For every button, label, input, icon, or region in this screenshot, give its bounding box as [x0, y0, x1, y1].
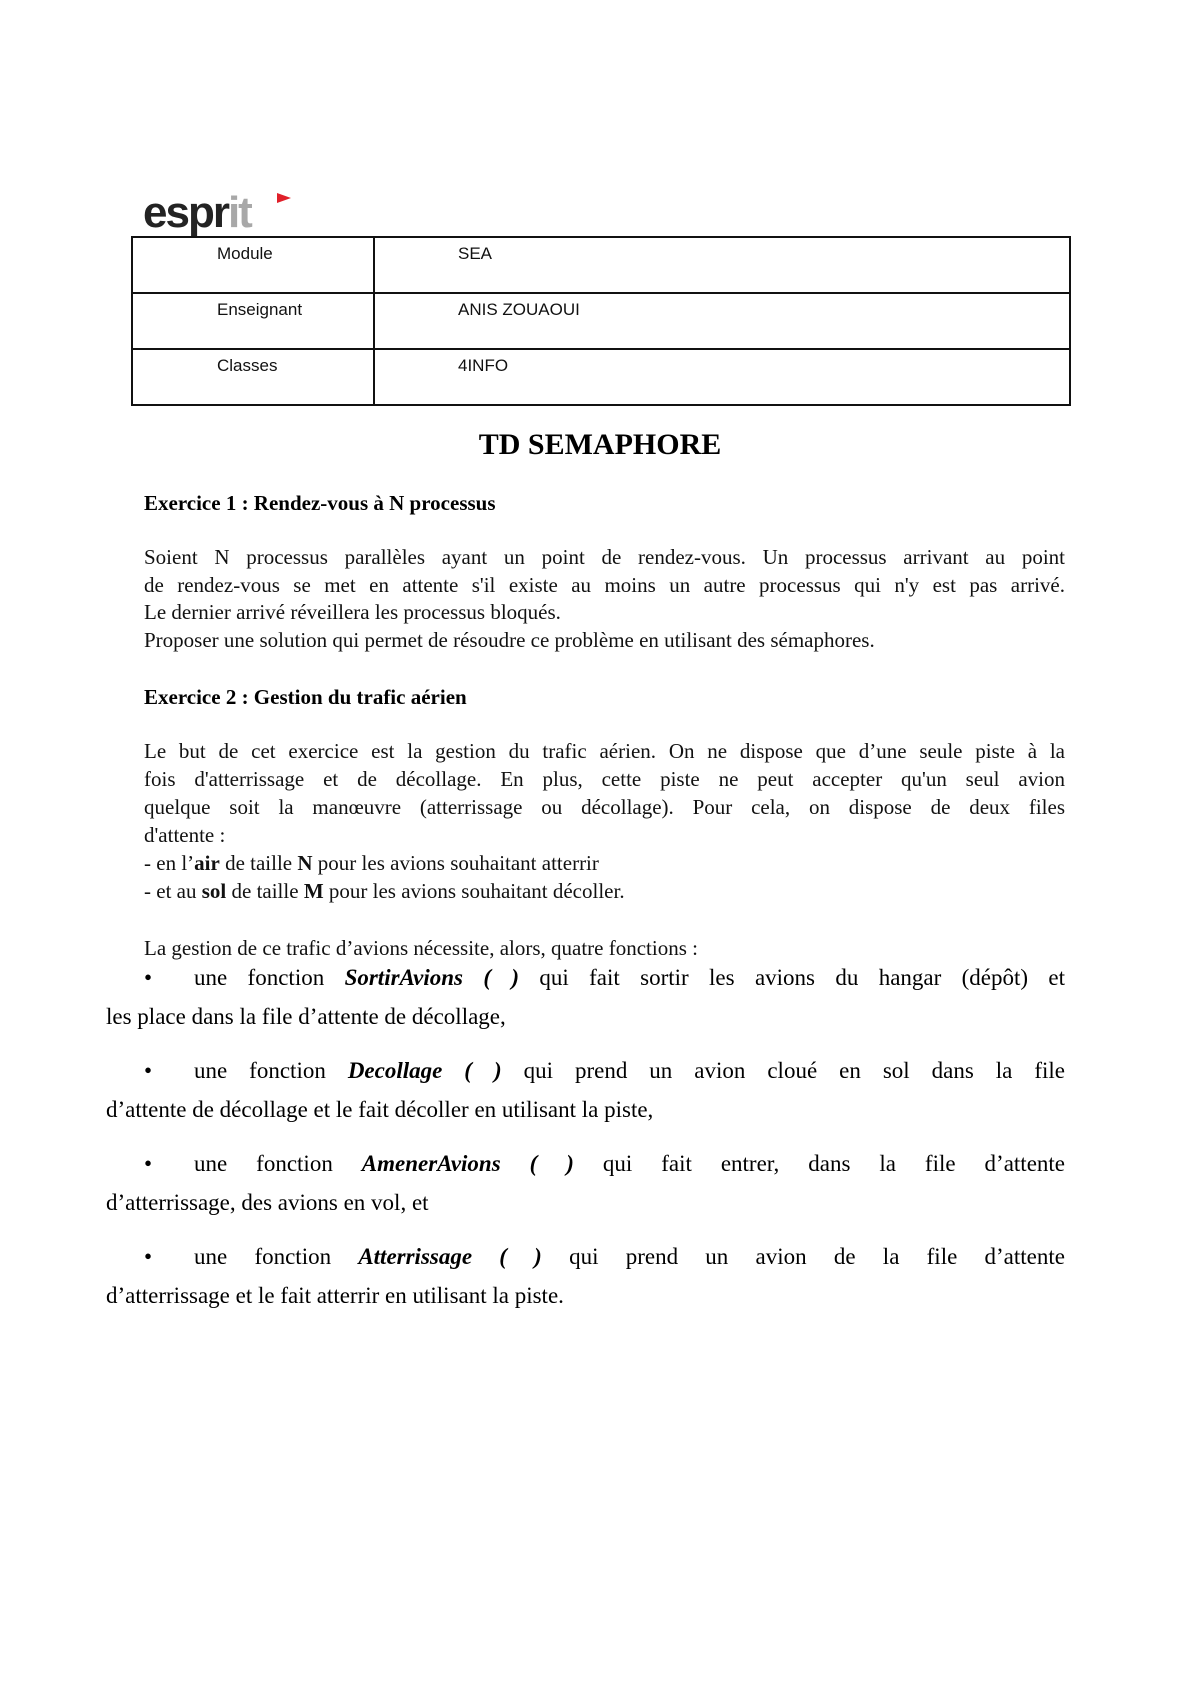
- function-name: AmenerAvions ( ): [361, 1151, 574, 1176]
- text-line: Proposer une solution qui permet de résoudre ce problème en utilisant des sémaphores.: [144, 627, 875, 652]
- list-item-first-line: [106, 1144, 1065, 1183]
- table-row: [132, 237, 1070, 293]
- list-item: [106, 1144, 1065, 1222]
- text-line: de rendez-vous se met en attente s'il existe au moins un autre processus qui n'y est pas arrivé.: [144, 572, 1065, 597]
- list-item-continuation: les place dans la file d’attente de décollage,: [106, 1004, 506, 1029]
- queue-sol-line: [144, 877, 1065, 905]
- queue-bold: air: [194, 851, 220, 875]
- list-item-first-line: [106, 1051, 1065, 1090]
- exercise-1-heading: Exercice 1 : Rendez-vous à N processus: [144, 491, 496, 515]
- text-line: Le but de cet exercice est la gestion du trafic aérien. On ne dispose que d’une seule piste à la: [144, 739, 1065, 763]
- logo-wordmark: [143, 190, 251, 236]
- function-text: une fonction: [194, 965, 345, 990]
- queue-bold: sol: [201, 879, 227, 903]
- text-line: quelque soit la manœuvre (atterrissage ou décollage). Pour cela, on dispose de deux files: [144, 795, 1065, 819]
- list-item-first-line: [106, 1237, 1065, 1276]
- row-label-teacher: Enseignant: [132, 293, 374, 349]
- bullet-icon: •: [144, 1151, 153, 1176]
- function-text: qui prend un avion cloué en sol dans la file: [501, 1058, 1065, 1083]
- text-line: Soient N processus parallèles ayant un point de rendez-vous. Un processus arrivant au point: [144, 545, 1065, 569]
- list-item-first-line: [106, 958, 1065, 997]
- queue-text: pour les avions souhaitant atterrir: [312, 851, 599, 875]
- queue-air-line: [144, 849, 1065, 877]
- function-text: une fonction: [194, 1151, 362, 1176]
- row-label-classes: Classes: [132, 349, 374, 405]
- functions-list: [106, 958, 1065, 1330]
- list-item: [106, 1237, 1065, 1315]
- function-text: qui fait sortir les avions du hangar (dépôt) et: [519, 965, 1065, 990]
- table-row: [132, 293, 1070, 349]
- function-text: qui fait entrer, dans la file d’attente: [573, 1151, 1066, 1176]
- logo-flag-icon: [277, 193, 291, 203]
- function-text: une fonction: [194, 1058, 348, 1083]
- function-text: qui prend un avion de la file d’attente: [541, 1244, 1065, 1269]
- queue-text: de taille: [219, 851, 298, 875]
- queue-bold: N: [297, 851, 313, 875]
- queue-text: - et au: [144, 879, 202, 903]
- list-item-continuation: d’atterrissage, des avions en vol, et: [106, 1190, 429, 1215]
- table-row: [132, 349, 1070, 405]
- queue-text: de taille: [226, 879, 304, 903]
- function-name: Atterrissage ( ): [358, 1244, 542, 1269]
- function-name: Decollage ( ): [347, 1058, 502, 1083]
- list-item: [106, 1051, 1065, 1129]
- functions-intro: La gestion de ce trafic d’avions nécessite, alors, quatre fonctions :: [144, 936, 698, 960]
- bullet-icon: •: [144, 965, 153, 990]
- exercise-2-text: [144, 737, 1065, 905]
- exercise-2-heading: Exercice 2 : Gestion du trafic aérien: [144, 685, 467, 709]
- text-line: d'attente :: [144, 823, 226, 847]
- course-info-table: [131, 236, 1071, 406]
- row-value-teacher: ANIS ZOUAOUI: [374, 293, 1070, 349]
- bullet-icon: •: [144, 1058, 153, 1083]
- document-title: TD SEMAPHORE: [478, 428, 722, 461]
- list-item-continuation: d’attente de décollage et le fait décoller en utilisant la piste,: [106, 1097, 654, 1122]
- queue-text: - en l’: [144, 851, 195, 875]
- esprit-logo: [143, 190, 303, 236]
- exercise-1-text: [144, 544, 1065, 654]
- list-item: [106, 958, 1065, 1036]
- function-name: SortirAvions ( ): [344, 965, 520, 990]
- function-text: une fonction: [194, 1244, 359, 1269]
- row-label-module: Module: [132, 237, 374, 293]
- bullet-icon: •: [144, 1244, 153, 1269]
- row-value-classes: 4INFO: [374, 349, 1070, 405]
- text-line: Le dernier arrivé réveillera les processus bloqués.: [144, 600, 561, 625]
- text-line: fois d'atterrissage et de décollage. En plus, cette piste ne peut accepter qu'un seul avion: [144, 767, 1065, 791]
- queue-bold: M: [303, 879, 324, 903]
- row-value-module: SEA: [374, 237, 1070, 293]
- logo-text-light: it: [227, 188, 251, 237]
- queue-text: pour les avions souhaitant décoller.: [323, 879, 625, 903]
- list-item-continuation: d’atterrissage et le fait atterrir en utilisant la piste.: [106, 1283, 564, 1308]
- logo-text-dark: espr: [143, 188, 228, 237]
